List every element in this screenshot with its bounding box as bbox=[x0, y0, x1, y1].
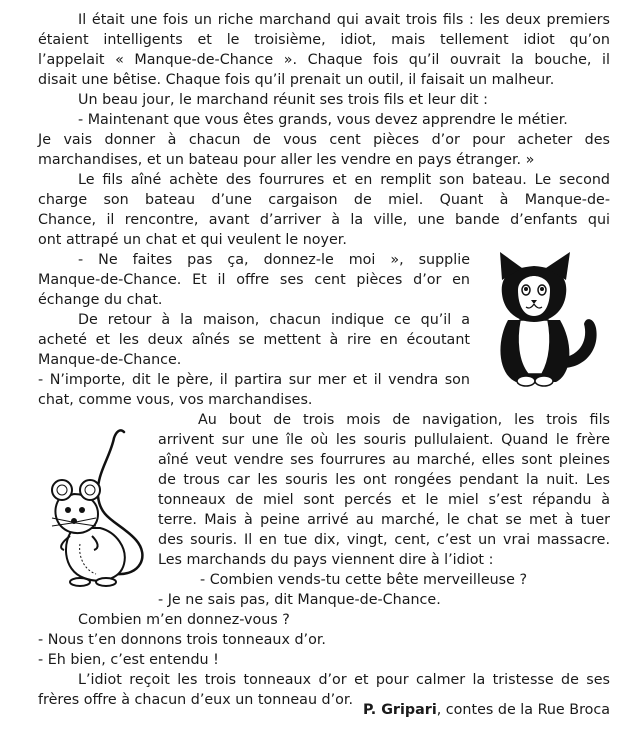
text-line: - Combien vends-tu cette bête merveilleuse ? bbox=[200, 572, 528, 588]
text-line: Manque-de-Chance. bbox=[38, 352, 182, 368]
text-line: Il était une fois un riche marchand qui avait trois fils : les deux premiers bbox=[78, 12, 610, 28]
text-line: Combien m’en donnez-vous ? bbox=[78, 612, 290, 628]
text-line: De retour à la maison, chacun indique ce qu’il a bbox=[78, 312, 470, 328]
text-line: L’idiot reçoit les trois tonneaux d’or et pour calmer la tristesse de ses bbox=[78, 672, 610, 688]
text-line: l’appelait « Manque-de-Chance ». Chaque fois qu’il ouvrait la bouche, il bbox=[38, 52, 610, 68]
text-line: Je vais donner à chacun de vous cent pièces d’or pour acheter des bbox=[38, 132, 610, 148]
text-line: chat, comme vous, vos marchandises. bbox=[38, 392, 313, 408]
text-line: tonneaux de miel sont percés et le miel s’est répandu à bbox=[158, 492, 610, 508]
cat-illustration bbox=[488, 250, 608, 390]
text-line: - Eh bien, c’est entendu ! bbox=[38, 652, 219, 668]
citation bbox=[363, 700, 610, 720]
text-line: - N’importe, dit le père, il partira sur mer et il vendra son bbox=[38, 372, 470, 388]
text-line: frères offre à chacun d’eux un tonneau d’or. bbox=[38, 692, 354, 708]
text-line: charge son bateau d’une cargaison de miel. Quant à Manque-de- bbox=[38, 192, 610, 208]
text-line: Un beau jour, le marchand réunit ses trois fils et leur dit : bbox=[78, 92, 488, 108]
text-line: étaient intelligents et le troisième, idiot, mais tellement idiot qu’on bbox=[38, 32, 610, 48]
text-line: - Je ne sais pas, dit Manque-de-Chance. bbox=[158, 592, 441, 608]
text-line: Au bout de trois mois de navigation, les trois fils bbox=[198, 412, 610, 428]
text-line: de trous car les souris les ont rongées pendant la nuit. Les bbox=[158, 472, 610, 488]
text-line: ont attrapé un chat et qui veulent le noyer. bbox=[38, 232, 347, 248]
text-line: disait une bêtise. Chaque fois qu’il prenait un outil, il faisait un malheur. bbox=[38, 72, 555, 88]
text-line: acheté et les deux aînés se mettent à rire en écoutant bbox=[38, 332, 470, 348]
text-line: des souris. Il en tue dix, vingt, cent, c’est un vrai massacre. bbox=[158, 532, 610, 548]
text-line: - Maintenant que vous êtes grands, vous devez apprendre le métier. bbox=[78, 112, 568, 128]
text-line: - Ne faites pas ça, donnez-le moi », supplie bbox=[78, 252, 470, 268]
text-line: Chance, il rencontre, avant d’arriver à la ville, une bande d’enfants qui bbox=[38, 212, 610, 228]
text-line: Les marchands du pays viennent dire à l’idiot : bbox=[158, 552, 494, 568]
text-line: marchandises, et un bateau pour aller les vendre en pays étranger. » bbox=[38, 152, 535, 168]
citation-source: , contes de la Rue Broca bbox=[436, 702, 610, 718]
text-line: - Nous t’en donnons trois tonneaux d’or. bbox=[38, 632, 326, 648]
text-line: arrivent sur une île où les souris pullulaient. Quand le frère bbox=[158, 432, 610, 448]
mouse-illustration bbox=[40, 424, 160, 594]
text-line: échange du chat. bbox=[38, 292, 163, 308]
text-line: aîné veut vendre ses fourrures au marché, elles sont pleines bbox=[158, 452, 610, 468]
text-line: Le fils aîné achète des fourrures et en remplit son bateau. Le second bbox=[78, 172, 610, 188]
citation-author: P. Gripari bbox=[362, 702, 437, 718]
text-line: terre. Mais à peine arrivé au marché, le chat se met à tuer bbox=[158, 512, 610, 528]
text-line: Manque-de-Chance. Et il offre ses cent pièces d’or en bbox=[38, 272, 470, 288]
